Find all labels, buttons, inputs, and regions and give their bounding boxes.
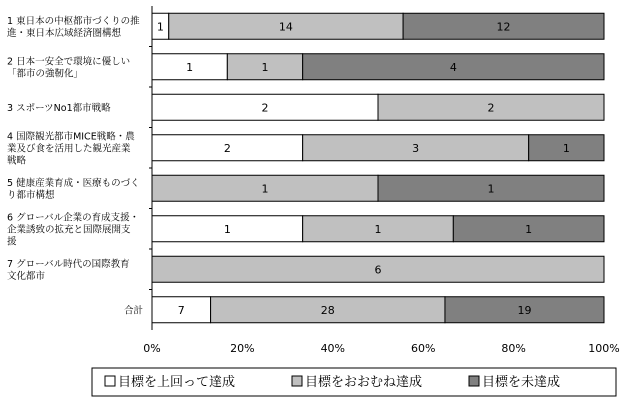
category-label (7, 55, 130, 79)
category-labels (7, 15, 143, 317)
category-label-line: 戦略 (7, 155, 27, 167)
x-tick-label: 0% (143, 342, 161, 355)
category-label (124, 304, 144, 316)
category-label-line: 企業誘致の拡充と国際展開支 (7, 224, 131, 236)
data-label: 14 (278, 20, 293, 34)
category-label-line: 援 (7, 236, 17, 248)
legend-label: 目標をおおむね達成 (305, 375, 423, 390)
data-label: 1 (261, 60, 269, 74)
legend-swatch (292, 376, 302, 386)
legend-label: 目標を未達成 (482, 375, 561, 390)
category-label-line: り都市構想 (7, 189, 55, 201)
x-tick-label: 40% (320, 342, 346, 355)
data-label: 1 (186, 60, 194, 74)
data-label: 6 (374, 263, 382, 277)
category-label-line: 「都市の強靭化」 (7, 68, 84, 80)
x-tick-label: 20% (230, 342, 255, 355)
category-label-line: 7 グローバル時代の国際教育 (7, 258, 130, 270)
data-label: 7 (177, 303, 185, 317)
category-label-line: 1 東日本の中枢都市づくりの推 (7, 15, 140, 27)
data-label: 1 (156, 20, 164, 34)
category-label (7, 130, 135, 166)
data-label: 1 (261, 182, 269, 196)
data-label: 2 (261, 101, 269, 115)
category-label-line: 3 スポーツNo1都市戦略 (7, 102, 111, 114)
data-label: 4 (449, 60, 457, 74)
data-label: 1 (223, 222, 231, 236)
legend (92, 368, 616, 396)
category-label-line: 業及び食を活用した観光産業 (7, 143, 131, 155)
legend-label: 目標を上回って達成 (118, 375, 236, 390)
legend-swatch (469, 376, 479, 386)
data-label: 2 (487, 101, 495, 115)
x-tick-label: 100% (588, 342, 620, 355)
data-label: 1 (374, 222, 382, 236)
category-label-line: 合計 (123, 305, 143, 317)
data-label: 2 (223, 141, 231, 155)
data-label: 1 (525, 222, 533, 236)
category-label (7, 15, 140, 39)
category-label (7, 258, 130, 282)
data-label: 1 (562, 141, 570, 155)
category-label (7, 211, 139, 247)
category-label-line: 文化都市 (7, 270, 46, 282)
data-label: 1 (487, 182, 495, 196)
category-label-line: 6 グローバル企業の育成支援・ (7, 212, 140, 224)
data-label: 12 (496, 20, 511, 34)
category-label-line: 2 日本一安全で環境に優しい (7, 56, 131, 68)
category-label (7, 102, 111, 114)
category-label-line: 5 健康産業育成・医療ものづく (7, 177, 140, 189)
bars (152, 13, 604, 323)
category-label (7, 177, 140, 201)
category-label-line: 進・東日本広域経済圏構想 (7, 27, 122, 39)
legend-swatch (105, 376, 115, 386)
data-label: 3 (412, 141, 420, 155)
x-tick-label: 60% (410, 342, 436, 355)
data-label: 19 (517, 303, 532, 317)
x-tick-label: 80% (501, 342, 526, 355)
category-label-line: 4 国際観光都市MICE戦略・農 (7, 131, 135, 143)
data-label: 28 (320, 303, 335, 317)
